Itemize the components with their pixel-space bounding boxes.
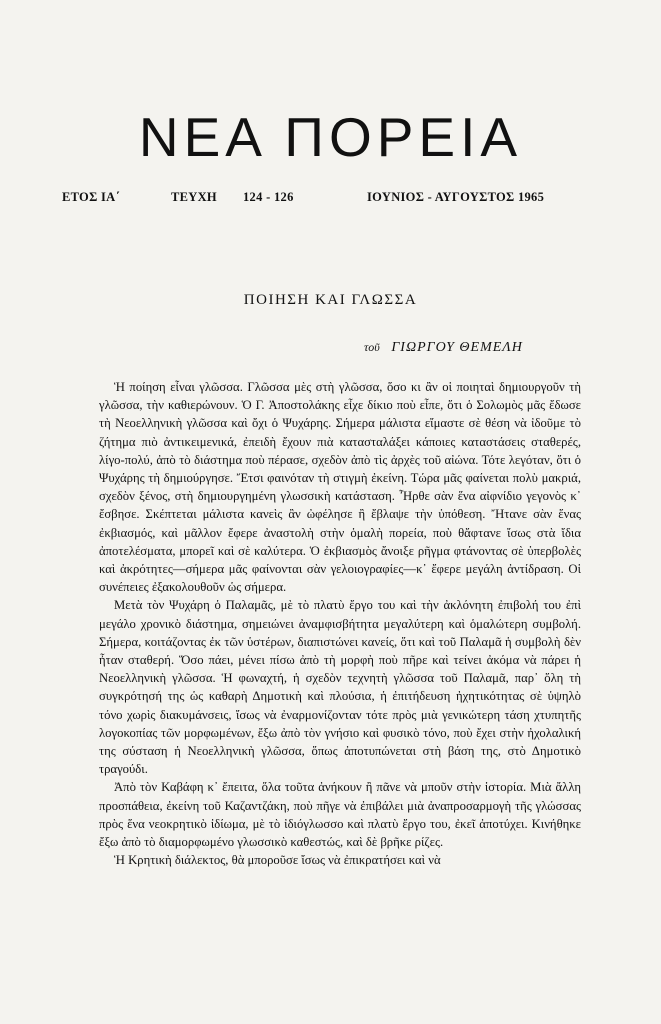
issue-info-line [62, 190, 574, 208]
paragraph: Ἀπὸ τὸν Καβάφη κ᾽ ἔπειτα, ὅλα τοῦτα ἀνήκουν ἢ πᾶνε νὰ μποῦν στὴν ἱστορία. Μιὰ ἄλλη προσπάθεια, ἐκείνη τοῦ Καζαντζάκη, ποὺ πῆγε νὰ ἐπιβάλει μιὰ ἀναπροσαρμογὴ τῆς γλώσσας πρὸς ἕνα νεοκρητικὸ ἰδίωμα, μὲ τὸ ἰδιόγλωσσο καὶ πλατὺ ἔργο του, ἐκεῖ ἀποτύχει. Κινήθηκε ἔξω ἀπὸ τὸ διαμορφωμένο γλωσσικὸ καθεστώς, καὶ δὲ βρῆκε ρίζες. [99, 780, 581, 850]
volume-year: ΕΤΟΣ ΙΑ΄ [62, 190, 120, 204]
byline [364, 340, 584, 356]
issue-numbers: 124 - 126 [243, 190, 294, 204]
article-body [99, 378, 581, 869]
article-title: ΠΟΙΗΣΗ ΚΑΙ ΓΛΩΣΣΑ [243, 292, 418, 308]
issues-label: ΤΕΥΧΗ [171, 190, 217, 204]
author-name: ΓΙΩΡΓΟΥ ΘΕΜΕΛΗ [391, 340, 523, 355]
paragraph: Ἡ ποίηση εἶναι γλῶσσα. Γλῶσσα μὲς στὴ γλῶσσα, ὅσο κι ἂν οἱ ποιηταὶ δημιουργοῦν τὴ γλῶσσα, τὴν καθιερώνουν. Ὁ Γ. Ἀποστολάκης εἶχε δίκιο ποὺ εἶπε, ὅτι ὁ Σολωμὸς μᾶς ἔδωσε τὴ Νεοελληνικὴ γλῶσσα καὶ ὄχι ὁ Ψυχάρης. Σήμερα μάλιστα εἴμαστε σὲ θέση νὰ ἰδοῦμε τὸ ζήτημα πιὸ ἀντικειμενικά, ἐπειδὴ ἔχουν πιὰ κατασταλάξει κάποιες καταστάσεις σταθερές, λίγο-πολύ, ἀπὸ τὸ διάστημα ποὺ πέρασε, σχεδὸν ἀπὸ τὶς ἀρχὲς τοῦ αἰώνα. Τότε λεγόταν, ὅτι ὁ Ψυχάρης τὴ δημιούργησε. Ἔτσι φαινόταν τὴ στιγμὴ ἐκείνη. Τώρα μᾶς φαίνεται πολὺ μακριά, σχεδὸν ξένος, στὴ δημιουργημένη γλωσσικὴ κατάσταση. Ἦρθε σὰν ἕνα αἰφνίδιο γεγονὸς κ᾽ ἔσβησε. Σκέπτεται μάλιστα κανεὶς ἂν ὠφέλησε ἢ ἔβλαψε τὴν ὑπόθεση. Ἤτανε σὰν ἕνας ἐκβιασμός, καὶ μᾶλλον ἔφερε ἀναστολὴ στὴν ὁμαλὴ πορεία, ποὺ θἄφτανε ἴσως στὰ ἴδια ἀποτελέσματα, μπορεῖ καὶ σὲ καλύτερα. Ὁ ἐκβιασμὸς ἄνοιξε ρῆγμα φτάνοντας σὲ ὑπερβολὲς καὶ ἀκρότητες—σήμερα μᾶς φαίνονται σὰν γελοιογραφίες—κ᾽ ἔφερε μεγάλη ἀντίδραση. Οἱ συνέπειες ἐξακολουθοῦν ὡς σήμερα. [99, 380, 581, 595]
journal-title: ΝΕΑ ΠΟΡΕΙΑ [138, 106, 523, 168]
paragraph: Ἡ Κρητικὴ διάλεκτος, θὰ μποροῦσε ἴσως νὰ ἐπικρατήσει καὶ νὰ [114, 853, 441, 868]
paragraph: Μετὰ τὸν Ψυχάρη ὁ Παλαμᾶς, μὲ τὸ πλατὺ ἔργο του καὶ τὴν ἀκλόνητη ἐπιβολή του ἐπὶ μεγάλο χρονικὸ διάστημα, σημειώνει ἀναμφισβήτητα μεγαλύτερη καὶ ὁμαλώτερη συμβολή. Σήμερα, κοιτάζοντας ἐκ τῶν ὑστέρων, διαπιστώνει κανείς, ὅτι καὶ τοῦ Παλαμᾶ ἡ συμβολὴ δὲν ἦταν σταθερή. Ὅσο πάει, μένει πίσω ἀπὸ τὴ μορφὴ ποὺ πῆρε καὶ τείνει ἀκόμα νὰ πάρει ἡ Νεοελληνικὴ γλῶσσα. Ἡ φωναχτή, ἡ σχεδὸν τεχνητὴ γλῶσσα τοῦ Παλαμᾶ, παρ᾽ ὅλη τὴ συγκρότησή της ὡς καθαρὴ Δημοτικὴ καὶ πλούσια, ἡ ἐπιτήδευση ἠχητικότητας σὲ ὑψηλὸ τόνο χωρὶς διακυμάνσεις, ἴσως νὰ ἐναρμονίζονταν τότε πρὸς μιὰ γενικώτερη τάση χτυπητῆς λογοκοπίας τῶν μορφωμένων, ἔξω ἀπὸ τὸν γνήσιο καὶ φυσικὸ τόνο, ποὺ ἔχει στὴν ἠχολαλική της σύσταση ἡ Νεοελληνικὴ γλῶσσα, ὅπως ἀποτυπώνεται στὴ βάση της, στὸ Δημοτικὸ τραγούδι. [99, 598, 581, 777]
byline-prefix: τοῦ [364, 340, 380, 354]
issue-months: ΙΟΥΝΙΟΣ - ΑΥΓΟΥΣΤΟΣ 1965 [367, 190, 545, 204]
